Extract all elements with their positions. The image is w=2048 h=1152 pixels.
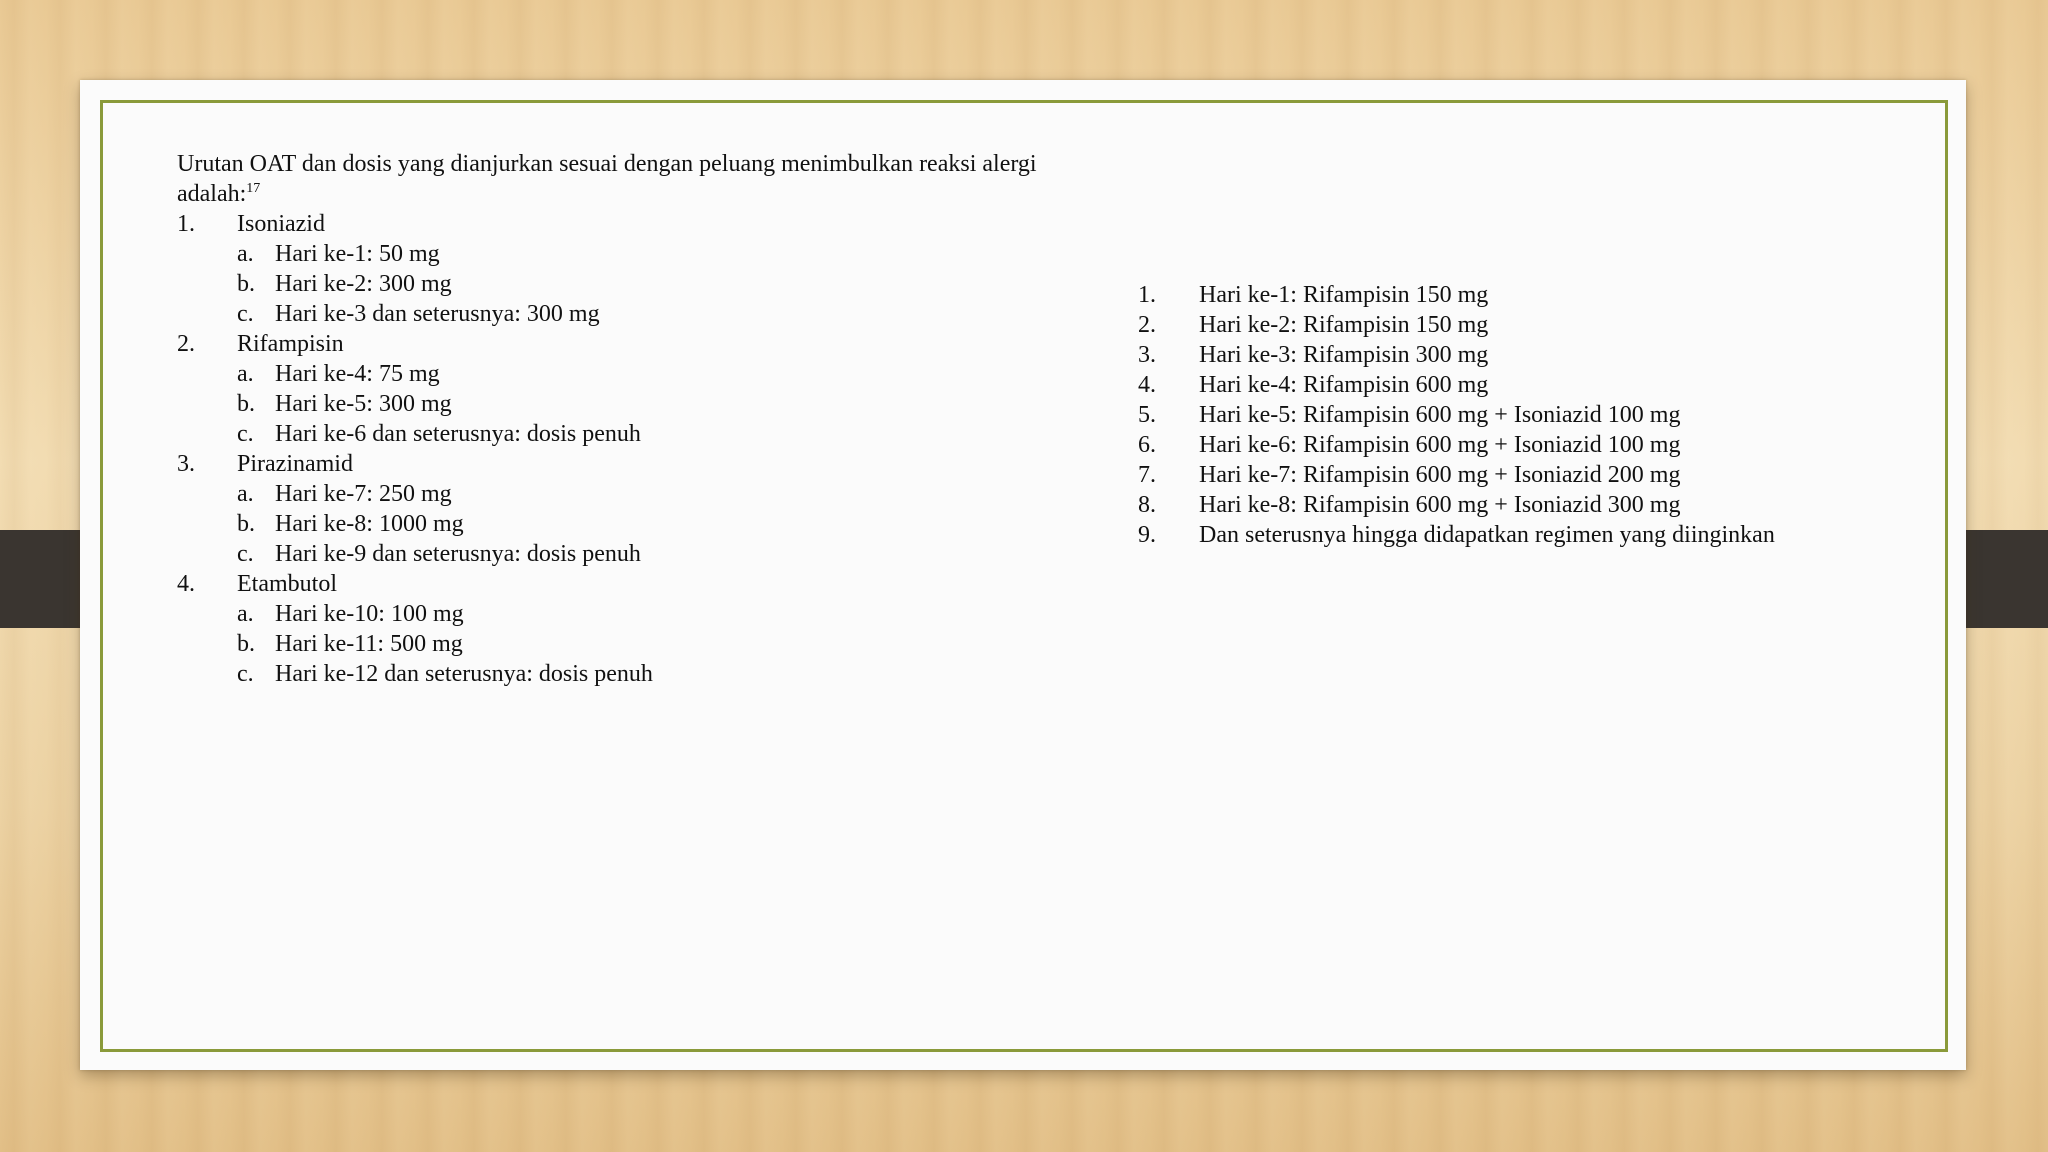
drug-order-column xyxy=(177,149,1117,689)
dose-letter: b. xyxy=(237,511,255,537)
regimen-item xyxy=(1138,430,1898,460)
dose-item xyxy=(177,599,1117,629)
dose-letter: b. xyxy=(237,631,255,657)
regimen-number: 2. xyxy=(1138,312,1156,338)
regimen-text: Hari ke-8: Rifampisin 600 mg + Isoniazid 300 mg xyxy=(1199,492,1681,518)
dose-letter: a. xyxy=(237,601,254,627)
drug-number: 2. xyxy=(177,331,195,357)
regimen-number: 9. xyxy=(1138,522,1156,548)
regimen-item xyxy=(1138,370,1898,400)
intro-text: Urutan OAT dan dosis yang dianjurkan sesuai dengan peluang menimbulkan reaksi alergi adalah: xyxy=(177,151,1037,207)
drug-item xyxy=(177,329,1117,359)
drug-number: 4. xyxy=(177,571,195,597)
dose-text: Hari ke-5: 300 mg xyxy=(275,391,452,417)
dose-text: Hari ke-6 dan seterusnya: dosis penuh xyxy=(275,421,641,447)
drug-name: Etambutol xyxy=(237,571,337,597)
drug-number: 1. xyxy=(177,211,195,237)
dose-letter: b. xyxy=(237,271,255,297)
drug-name: Rifampisin xyxy=(237,331,344,357)
regimen-item xyxy=(1138,310,1898,340)
regimen-number: 7. xyxy=(1138,462,1156,488)
drug-list xyxy=(177,209,1117,689)
dose-item xyxy=(177,509,1117,539)
dose-text: Hari ke-11: 500 mg xyxy=(275,631,463,657)
dose-item xyxy=(177,359,1117,389)
dose-letter: a. xyxy=(237,481,254,507)
dose-item xyxy=(177,389,1117,419)
regimen-number: 5. xyxy=(1138,402,1156,428)
regimen-text: Hari ke-1: Rifampisin 150 mg xyxy=(1199,282,1489,308)
dose-item xyxy=(177,539,1117,569)
dose-item xyxy=(177,239,1117,269)
reference-number: 17 xyxy=(246,181,261,196)
regimen-number: 6. xyxy=(1138,432,1156,458)
regimen-item xyxy=(1138,340,1898,370)
dose-letter: a. xyxy=(237,361,254,387)
regimen-item xyxy=(1138,490,1898,520)
dose-text: Hari ke-10: 100 mg xyxy=(275,601,464,627)
regimen-text: Hari ke-4: Rifampisin 600 mg xyxy=(1199,372,1489,398)
drug-name: Isoniazid xyxy=(237,211,325,237)
drug-name: Pirazinamid xyxy=(237,451,353,477)
regimen-text: Hari ke-2: Rifampisin 150 mg xyxy=(1199,312,1489,338)
regimen-text: Hari ke-7: Rifampisin 600 mg + Isoniazid 200 mg xyxy=(1199,462,1681,488)
drug-item xyxy=(177,209,1117,239)
dose-text: Hari ke-2: 300 mg xyxy=(275,271,452,297)
dose-text: Hari ke-8: 1000 mg xyxy=(275,511,464,537)
dose-letter: c. xyxy=(237,661,254,687)
dose-item xyxy=(177,269,1117,299)
dose-item xyxy=(177,299,1117,329)
dose-item xyxy=(177,479,1117,509)
regimen-number: 3. xyxy=(1138,342,1156,368)
intro-paragraph xyxy=(177,149,1117,209)
regimen-text: Hari ke-3: Rifampisin 300 mg xyxy=(1199,342,1489,368)
dose-text: Hari ke-12 dan seterusnya: dosis penuh xyxy=(275,661,653,687)
regimen-item xyxy=(1138,460,1898,490)
dose-item xyxy=(177,659,1117,689)
dose-letter: c. xyxy=(237,541,254,567)
regimen-column xyxy=(1138,280,1898,550)
regimen-number: 1. xyxy=(1138,282,1156,308)
dose-text: Hari ke-4: 75 mg xyxy=(275,361,440,387)
drug-item xyxy=(177,569,1117,599)
slide-paper xyxy=(80,80,1966,1070)
drug-item xyxy=(177,449,1117,479)
dose-letter: c. xyxy=(237,301,254,327)
regimen-item xyxy=(1138,280,1898,310)
dose-letter: a. xyxy=(237,241,254,267)
dose-item xyxy=(177,629,1117,659)
regimen-list xyxy=(1138,280,1898,550)
regimen-text: Hari ke-5: Rifampisin 600 mg + Isoniazid 100 mg xyxy=(1199,402,1681,428)
regimen-item xyxy=(1138,400,1898,430)
regimen-text: Dan seterusnya hingga didapatkan regimen yang diinginkan xyxy=(1199,522,1775,548)
dose-item xyxy=(177,419,1117,449)
regimen-number: 8. xyxy=(1138,492,1156,518)
regimen-text: Hari ke-6: Rifampisin 600 mg + Isoniazid 100 mg xyxy=(1199,432,1681,458)
drug-number: 3. xyxy=(177,451,195,477)
regimen-item xyxy=(1138,520,1898,550)
dose-letter: b. xyxy=(237,391,255,417)
regimen-number: 4. xyxy=(1138,372,1156,398)
dose-letter: c. xyxy=(237,421,254,447)
dose-text: Hari ke-7: 250 mg xyxy=(275,481,452,507)
dose-text: Hari ke-1: 50 mg xyxy=(275,241,440,267)
dose-text: Hari ke-9 dan seterusnya: dosis penuh xyxy=(275,541,641,567)
dose-text: Hari ke-3 dan seterusnya: 300 mg xyxy=(275,301,600,327)
